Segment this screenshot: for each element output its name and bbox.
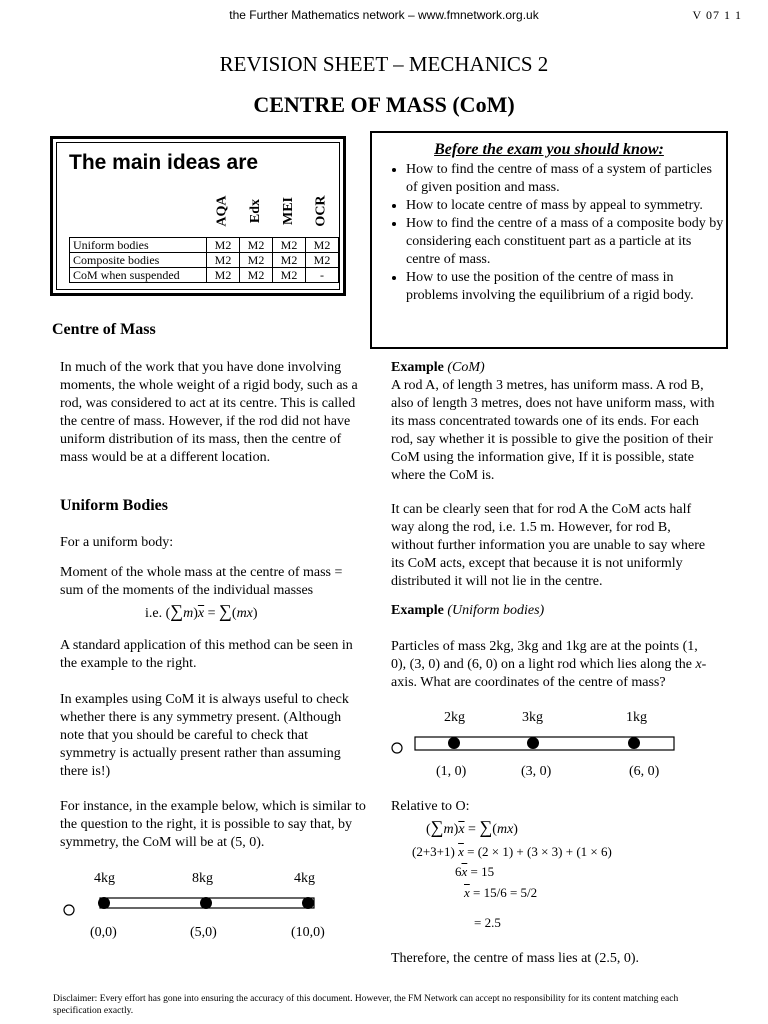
instance-text: For instance, in the example below, which is similar to the question to the right, it is possible to say that, by symmetry, the CoM will be at (5, 0). xyxy=(60,799,366,850)
formula-prefix: i.e. xyxy=(145,606,163,621)
example-type: (Uniform bodies) xyxy=(447,603,545,618)
work-line-3: $6\overline{x} = 15$ xyxy=(455,864,495,879)
rod-diagram-right xyxy=(388,730,680,760)
mass-label-8kg: 8kg xyxy=(192,871,213,886)
before-exam-list xyxy=(372,161,726,305)
before-exam-box xyxy=(370,131,728,349)
moment-text: Moment of the whole mass at the centre of mass = sum of the moments of the individual masses xyxy=(60,565,343,598)
work-line-5: = 2.5 xyxy=(474,915,501,930)
mass-point xyxy=(98,897,110,909)
example-uniform-text: Particles of mass 2kg, 3kg and 1kg are at the points (1, 0), (3, 0) and (6, 0) on a light rod which lies along the x-axis. What are coordinates of the centre of mass? xyxy=(391,639,707,690)
coord-label: (1, 0) xyxy=(436,764,467,779)
col-mei: MEI xyxy=(281,197,296,225)
example-com-answer: It can be clearly seen that for rod A the CoM acts half way along the rod, i.e. 1.5 m. However, for rod B, without further information you are unable to say where its CoM acts, except that because it is not uniformly distributed it will not lie in the centre. xyxy=(391,502,706,589)
symmetry-text: In examples using CoM it is always useful to check whether there is any symmetry present. (Although note that you should be careful to check that symmetry is actually present rather than assuming there is!) xyxy=(60,692,349,779)
list-item: • How to use the position of the centre of mass in problems involving the equilibrium of a rigid body. xyxy=(406,269,726,305)
example-label: Example xyxy=(391,603,444,618)
mass-label-4kg-a: 4kg xyxy=(94,871,115,886)
example-text: A rod A, of length 3 metres, has uniform mass. A rod B, also of length 3 metres, does not have uniform mass, with its mass concentrated towards one of its ends. For each rod, say whether it is possible to give the position of their CoM using the information give, If it is possible, state where the CoM is. xyxy=(391,378,715,483)
before-exam-heading: Before the exam you should know: xyxy=(434,141,664,158)
work-line-1: $(\sum m)\overline{x} = \sum(mx)$ xyxy=(426,817,518,837)
com-heading: Centre of Mass xyxy=(52,321,156,338)
example-label: Example xyxy=(391,360,444,375)
list-item: • How to locate centre of mass by appeal to symmetry. xyxy=(406,197,726,215)
formula-left xyxy=(145,602,258,623)
coord-label: (10,0) xyxy=(291,925,325,940)
work-line-2: (2+3+1) $\overline{x} = (2 \times 1) + (3 \times 3) + (1 \times 6)$ xyxy=(412,844,612,859)
relative-text: Relative to O: xyxy=(391,799,470,814)
mass-point xyxy=(527,737,539,749)
uniform-intro: For a uniform body: xyxy=(60,535,174,550)
main-ideas-box xyxy=(50,136,346,296)
work-line-4: $\overline{x} = 15/6 = 5/2$ xyxy=(464,885,538,900)
col-ocr: OCR xyxy=(314,195,329,227)
coord-label: (0,0) xyxy=(90,925,117,940)
coord-label: (6, 0) xyxy=(629,764,660,779)
page-subtitle: CENTRE OF MASS (CoM) xyxy=(253,92,515,117)
origin-circle xyxy=(392,743,402,753)
list-item: • How to find the centre of a mass of a composite body by considering each constituent part as a particle at its centre of mass. xyxy=(406,215,726,269)
mass-point xyxy=(448,737,460,749)
col-edx: Edx xyxy=(248,198,263,224)
com-text: In much of the work that you have done involving moments, the whole weight of a rigid body, such as a rod, was considered to act at its centre. This is called the centre of mass. However, if the rod did not have uniform distribution of its mass, then the centre of mass would be at a different location. xyxy=(60,360,358,465)
mass-label-1kg: 1kg xyxy=(626,710,647,725)
mass-label-2kg: 2kg xyxy=(444,710,465,725)
disclaimer: Disclaimer: Every effort has gone into ensuring the accuracy of this document. However, the FM Network can accept no responsibility for its content matching each specification exactly. xyxy=(53,994,679,1016)
origin-circle xyxy=(64,905,74,915)
header-site: the Further Mathematics network – www.fmnetwork.org.uk xyxy=(229,8,539,22)
main-ideas-heading: The main ideas are xyxy=(69,151,259,174)
mass-label-3kg: 3kg xyxy=(522,710,543,725)
coord-label: (3, 0) xyxy=(521,764,552,779)
example-uniform xyxy=(391,602,544,620)
example-com xyxy=(391,359,715,485)
header-version: V 07 1 1 xyxy=(692,8,742,22)
formula-expression: $(\sum m)\overline{x} = \sum(mx)$ xyxy=(165,601,258,621)
example-type: (CoM) xyxy=(447,360,485,375)
mass-point xyxy=(628,737,640,749)
table-row: Uniform bodies M2 M2 M2 M2 xyxy=(70,238,339,253)
main-ideas-table xyxy=(69,181,339,283)
uniform-heading: Uniform Bodies xyxy=(60,497,168,514)
coord-label: (5,0) xyxy=(190,925,217,940)
page-title: REVISION SHEET – MECHANICS 2 xyxy=(219,52,549,76)
list-item: • How to find the centre of mass of a system of particles of given position and mass. xyxy=(406,161,726,197)
conclusion-text: Therefore, the centre of mass lies at (2.5, 0). xyxy=(391,951,640,966)
mass-point xyxy=(302,897,314,909)
mass-point xyxy=(200,897,212,909)
standard-text: A standard application of this method can be seen in the example to the right. xyxy=(60,638,353,671)
mass-label-4kg-b: 4kg xyxy=(294,871,315,886)
rod-diagram-left xyxy=(58,892,328,922)
col-aqa: AQA xyxy=(215,195,230,227)
table-row: Composite bodies M2 M2 M2 M2 xyxy=(70,253,339,268)
table-row: CoM when suspended M2 M2 M2 - xyxy=(70,268,339,283)
